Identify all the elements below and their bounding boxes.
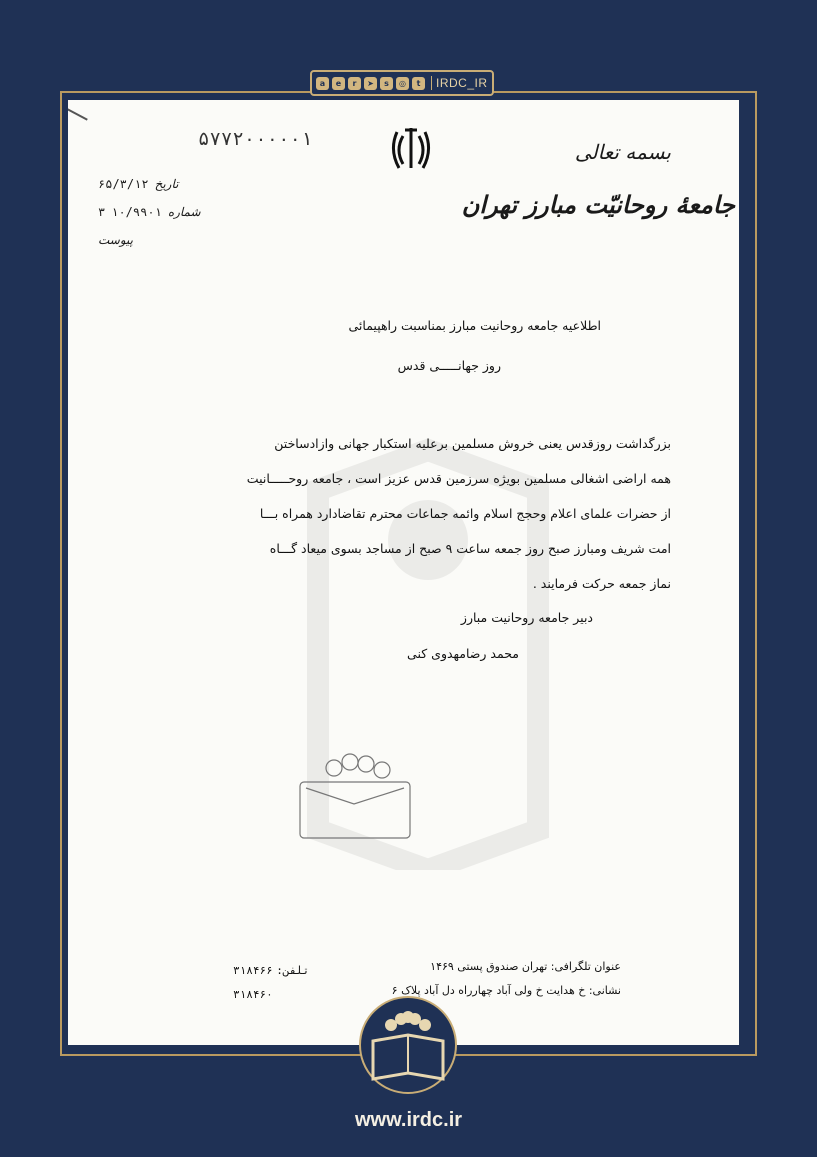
signer-name: محمد رضامهدوی کنی <box>407 646 519 661</box>
body-line: نماز جمعه حرکت فرمایند . <box>532 576 671 591</box>
scanned-document <box>68 100 739 1045</box>
phone-number-2: ۳۱۸۴۶۰ <box>233 988 273 1001</box>
body-line: امت شریف ومبارز صبح روز جمعه ساعت ۹ صبح از مساجد بسوی میعاد گـــاه <box>269 541 671 556</box>
number-extra: ۳ <box>98 205 106 219</box>
phone-number-1: ۳۱۸۴۶۶ <box>233 964 273 977</box>
footer-telegraph: عنوان تلگرافی: تهران صندوق پستی ۱۴۶۹ <box>430 960 621 973</box>
notice-title: اطلاعیه جامعه روحانیت مبارز بمناسبت راهپیمائی <box>348 318 601 333</box>
rubika-icon[interactable]: r <box>348 77 361 90</box>
attachment-label: پیوست <box>98 233 133 247</box>
date-value: ۶۵/۳/۱۲ <box>98 177 149 191</box>
serial-number: ۵۷۷۲۰۰۰۰۰۱ <box>198 128 313 150</box>
corner-mark <box>68 101 92 121</box>
footer-phone-2 <box>233 988 273 1001</box>
notice-body <box>155 426 671 601</box>
social-handle[interactable]: IRDC_IR <box>431 76 488 90</box>
number-label: شماره <box>167 205 201 219</box>
body-line: همه اراضی اشغالی مسلمین بویژه سرزمین قدس عزیز است ، جامعه روحـــــانیت <box>246 471 671 486</box>
phone-label: تلفن: <box>276 964 310 977</box>
bismillah-heading: بسمه تعالی <box>574 140 671 164</box>
notice-subtitle: روز جهانـــــی قدس <box>397 358 501 373</box>
footer-phone-1 <box>233 964 309 977</box>
twitter-icon[interactable]: t <box>412 77 425 90</box>
date-row <box>98 170 201 198</box>
instagram-icon[interactable]: ◎ <box>396 77 409 90</box>
iran-emblem-icon <box>391 124 431 174</box>
attachment-row <box>98 226 201 254</box>
footer-address: نشانی: خ هدایت خ ولی آباد چهارراه دل آباد پلاک ۶ <box>391 984 621 997</box>
archive-stamp <box>294 752 424 842</box>
date-label: تاریخ <box>154 177 179 191</box>
website-url[interactable]: www.irdc.ir <box>354 1109 463 1131</box>
number-row <box>98 198 201 226</box>
organization-name: جامعهٔ روحانیّت مبارز تهران <box>461 190 735 219</box>
soroush-icon[interactable]: s <box>380 77 393 90</box>
aparat-icon[interactable]: a <box>316 77 329 90</box>
number-value: ۱۰/۹۹۰۱ <box>111 205 162 219</box>
body-line: بزرگداشت روزقدس یعنی خروش مسلمین برعلیه استکبار جهانی وازادساختن <box>274 436 671 451</box>
signer-title: دبیر جامعه روحانیت مبارز <box>460 610 593 625</box>
letter-metadata <box>98 170 201 254</box>
eitaa-icon[interactable]: e <box>332 77 345 90</box>
telegram-icon[interactable]: ➤ <box>364 77 377 90</box>
social-bar <box>310 70 494 96</box>
irdc-logo-icon[interactable] <box>351 995 465 1095</box>
body-line: از حضرات علمای اعلام وحجج اسلام وائمه جماعات محترم تقاضادارد همراه بـــا <box>259 506 671 521</box>
